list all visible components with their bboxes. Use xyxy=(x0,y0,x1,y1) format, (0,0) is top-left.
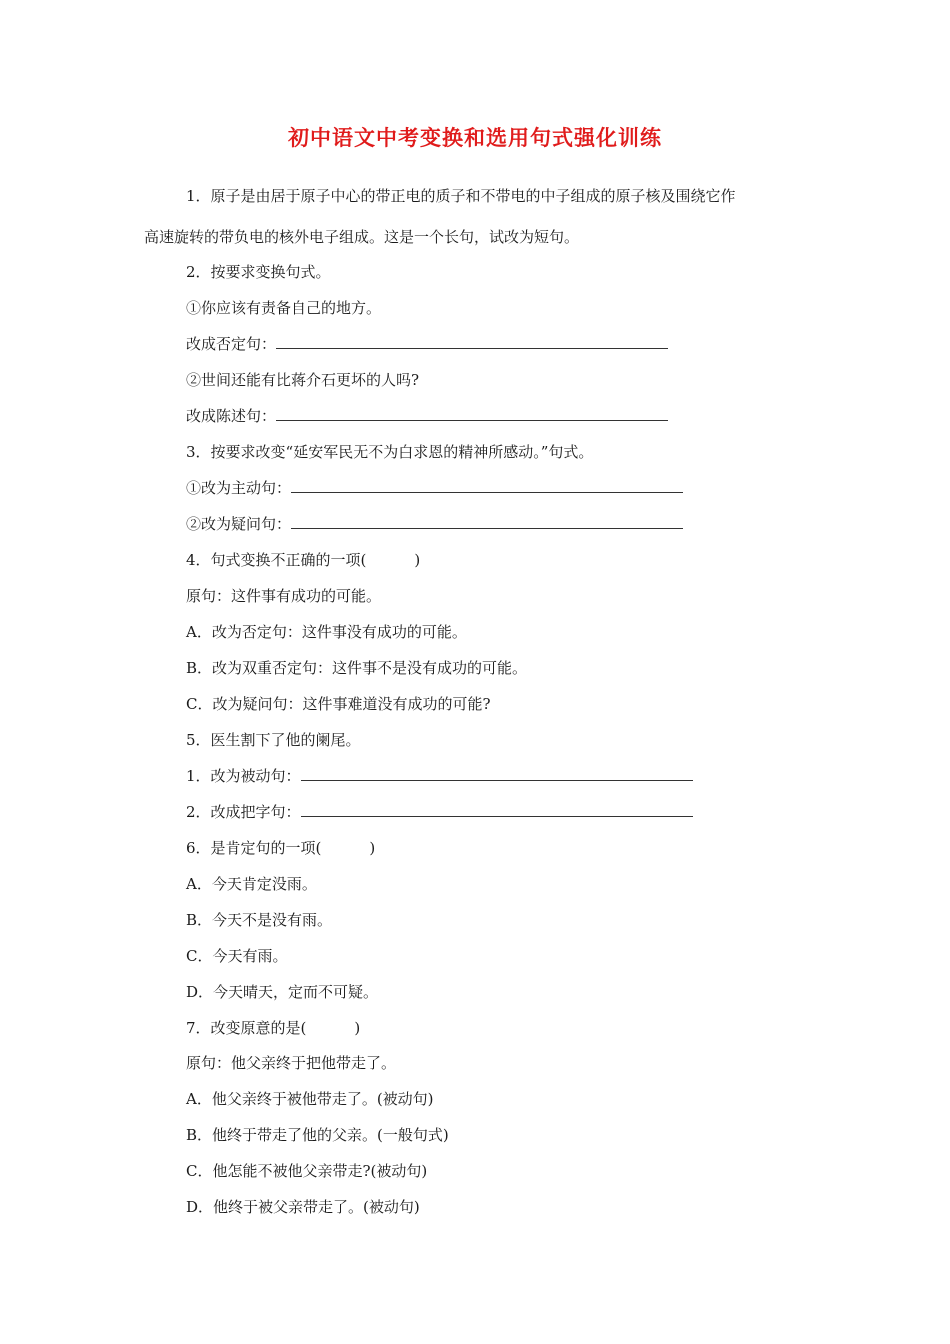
q4-option-a: A．改为否定句：这件事没有成功的可能。 xyxy=(186,623,467,641)
q7-option-c: C．他怎能不被他父亲带走?(被动句) xyxy=(186,1162,428,1180)
q7-option-d: D．他终于被父亲带走了。(被动句) xyxy=(186,1198,420,1216)
answer-blank[interactable] xyxy=(291,514,683,529)
q4-stem xyxy=(186,550,420,570)
q7-stem-text: 7．改变原意的是( xyxy=(186,1019,307,1037)
q5-answer-1-label: 1．改为被动句： xyxy=(186,767,301,785)
q6-option-b: B．今天不是没有雨。 xyxy=(186,911,333,929)
q6-option-a: A．今天肯定没雨。 xyxy=(186,875,317,893)
q4-original: 原句：这件事有成功的可能。 xyxy=(186,587,382,605)
q3-answer-1-row xyxy=(186,478,683,498)
q3-answer-2-label: ②改为疑问句： xyxy=(186,515,292,533)
answer-blank[interactable] xyxy=(291,478,683,493)
q6-stem-text: 6．是肯定句的一项( xyxy=(186,839,322,857)
page-title: 初中语文中考变换和选用句式强化训练 xyxy=(288,125,662,150)
q4-stem-close: ) xyxy=(414,551,421,569)
q4-stem-text: 4．句式变换不正确的一项( xyxy=(186,551,367,569)
q6-stem-close: ) xyxy=(369,839,376,857)
q2-stem: 2．按要求变换句式。 xyxy=(186,263,331,281)
q5-answer-2-label: 2．改成把字句： xyxy=(186,803,301,821)
q5-answer-1-row xyxy=(186,766,693,786)
q7-stem xyxy=(186,1018,360,1038)
q3-answer-2-row xyxy=(186,514,683,534)
q6-stem xyxy=(186,838,375,858)
q3-stem: 3．按要求改变“延安军民无不为白求恩的精神所感动。”句式。 xyxy=(186,443,594,461)
answer-blank[interactable] xyxy=(301,766,693,781)
q7-stem-close: ) xyxy=(354,1019,361,1037)
q5-stem: 5．医生割下了他的阑尾。 xyxy=(186,731,361,749)
q2-answer-1-label: 改成否定句： xyxy=(186,335,277,353)
q2-answer-1-row xyxy=(186,334,668,354)
q7-option-a: A．他父亲终于被他带走了。(被动句) xyxy=(186,1090,434,1108)
q6-option-d: D．今天晴天，定而不可疑。 xyxy=(186,983,379,1001)
answer-blank[interactable] xyxy=(301,802,693,817)
q2-sentence-2: ②世间还能有比蒋介石更坏的人吗? xyxy=(186,371,420,389)
q4-option-b: B．改为双重否定句：这件事不是没有成功的可能。 xyxy=(186,659,528,677)
q2-sentence-1: ①你应该有责备自己的地方。 xyxy=(186,299,382,317)
q7-original: 原句：他父亲终于把他带走了。 xyxy=(186,1054,397,1072)
q2-answer-2-row xyxy=(186,406,668,426)
answer-blank[interactable] xyxy=(276,406,668,421)
q2-answer-2-label: 改成陈述句： xyxy=(186,407,277,425)
q1-line1: 1．原子是由居于原子中心的带正电的质子和不带电的中子组成的原子核及围绕它作 xyxy=(186,187,736,205)
q7-option-b: B．他终于带走了他的父亲。(一般句式) xyxy=(186,1126,449,1144)
q6-option-c: C．今天有雨。 xyxy=(186,947,288,965)
answer-blank[interactable] xyxy=(276,334,668,349)
q4-option-c: C．改为疑问句：这件事难道没有成功的可能? xyxy=(186,695,491,713)
q3-answer-1-label: ①改为主动句： xyxy=(186,479,292,497)
q1-line2: 高速旋转的带负电的核外电子组成。这是一个长句，试改为短句。 xyxy=(144,228,580,246)
q5-answer-2-row xyxy=(186,802,693,822)
